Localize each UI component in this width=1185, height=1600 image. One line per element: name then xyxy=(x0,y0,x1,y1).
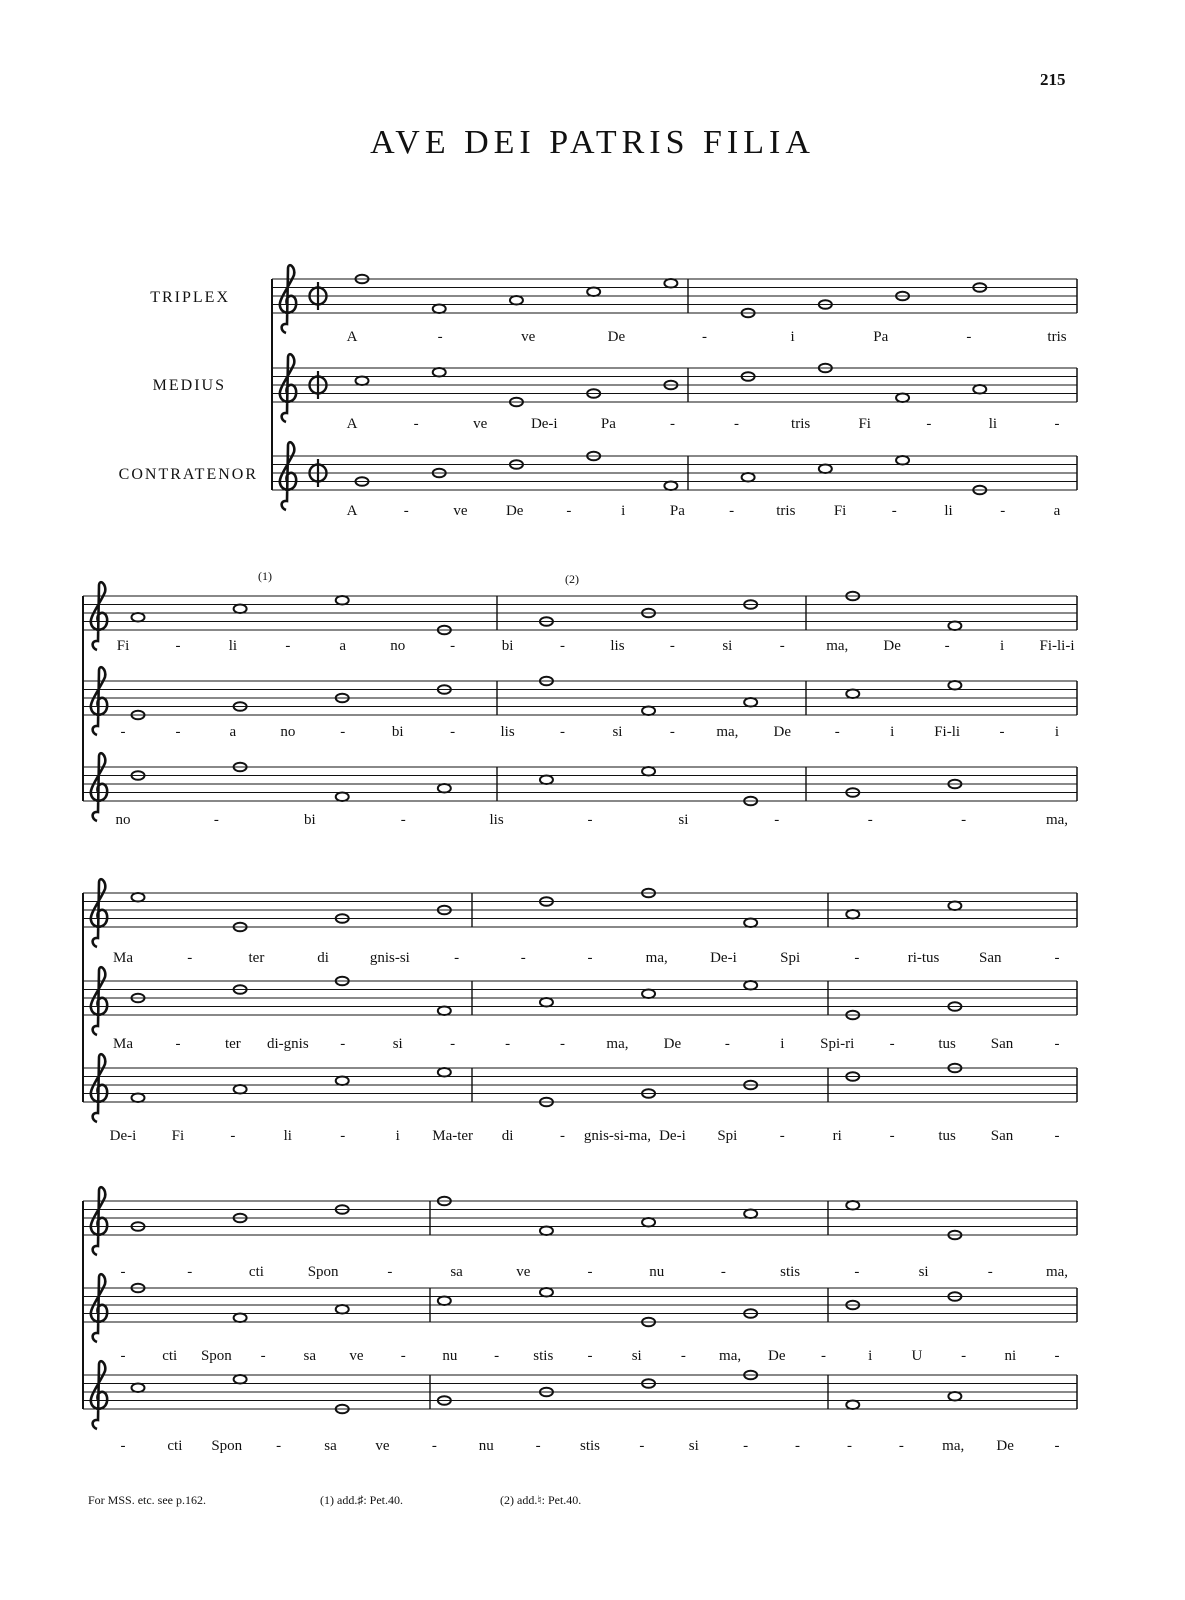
note-head xyxy=(540,1288,553,1297)
voice-label-medius: MEDIUS xyxy=(152,377,226,394)
lyric-syllable: Spi-ri xyxy=(820,1036,855,1052)
lyric-syllable: - xyxy=(431,1438,437,1454)
note-head xyxy=(742,473,755,482)
lyric-syllable: a xyxy=(229,724,237,740)
lyric-syllable: - xyxy=(774,812,780,828)
lyric-syllable: - xyxy=(724,1036,730,1052)
lyric-syllable: stis xyxy=(579,1438,601,1454)
lyric-syllable: i xyxy=(999,638,1005,654)
lyric-syllable: - xyxy=(450,1036,456,1052)
note-head xyxy=(540,1226,553,1235)
lyric-syllable: U xyxy=(911,1348,923,1364)
lyric-syllable: Fi xyxy=(858,416,871,432)
lyric-syllable: - xyxy=(120,1438,126,1454)
lyric-syllable: Fi xyxy=(171,1128,185,1144)
lyric-syllable: - xyxy=(535,1438,541,1454)
lyric-syllable: - xyxy=(387,1264,393,1280)
note-head xyxy=(336,1305,349,1314)
lyric-syllable: Spi xyxy=(717,1128,738,1144)
lyric-syllable: - xyxy=(187,1264,193,1280)
lyric-syllable: si xyxy=(612,724,623,740)
lyric-syllable: - xyxy=(889,1128,895,1144)
lyric-syllable: - xyxy=(213,812,219,828)
lyric-syllable: - xyxy=(1054,950,1060,966)
lyric-syllable: ma, xyxy=(1045,1264,1069,1280)
lyric-syllable: A xyxy=(346,329,358,345)
note-head xyxy=(438,1068,451,1077)
lyric-syllable: De-i xyxy=(710,950,737,966)
lyric-syllable: Fi-li-i xyxy=(1039,638,1075,654)
note-head xyxy=(433,304,446,313)
lyric-syllable: - xyxy=(821,1348,826,1364)
lyric-syllable: sa xyxy=(450,1264,463,1280)
note-head xyxy=(540,775,553,784)
lyric-syllable: ma, xyxy=(716,724,739,740)
lyric-syllable: - xyxy=(734,416,740,432)
lyric-syllable: no xyxy=(280,724,296,740)
note-head xyxy=(540,998,553,1007)
lyric-syllable: - xyxy=(566,503,572,519)
lyric-syllable: - xyxy=(889,1036,895,1052)
lyric-syllable: San xyxy=(979,950,1002,966)
lyric-syllable: di xyxy=(501,1128,514,1144)
lyric-syllable: Fi xyxy=(833,503,847,519)
footnote-marker-2: (2) xyxy=(565,572,579,586)
lyric-syllable: tus xyxy=(938,1128,956,1144)
lyric-syllable: Ma-ter xyxy=(432,1128,474,1144)
lyric-syllable: i xyxy=(621,503,626,519)
lyric-syllable: - xyxy=(720,1264,726,1280)
lyric-syllable: ma, xyxy=(606,1036,629,1052)
lyric-syllable: nu xyxy=(649,1264,665,1280)
lyric-syllable: - xyxy=(961,812,967,828)
lyric-syllable: - xyxy=(743,1438,749,1454)
lyric-syllable: De-i xyxy=(659,1128,686,1144)
lyric-syllable: no xyxy=(390,638,406,654)
lyric-syllable: - xyxy=(340,1128,346,1144)
lyric-syllable: bi xyxy=(501,638,514,654)
lyric-syllable: - xyxy=(285,638,291,654)
lyric-syllable: li xyxy=(944,503,953,519)
note-head xyxy=(438,1296,451,1305)
lyric-syllable: cti xyxy=(167,1438,183,1454)
lyric-syllable: - xyxy=(187,950,193,966)
lyric-syllable: A xyxy=(346,503,358,519)
lyric-syllable: ma, xyxy=(1045,812,1069,828)
note-head xyxy=(234,1085,247,1094)
lyric-syllable: si xyxy=(918,1264,929,1280)
lyric-syllable: di xyxy=(317,950,329,966)
lyric-syllable: - xyxy=(898,1438,904,1454)
lyric-syllable: - xyxy=(669,416,675,432)
note-head xyxy=(819,464,832,473)
lyric-syllable: cti xyxy=(248,1264,264,1280)
lyric-syllable: - xyxy=(779,638,785,654)
treble-clef-1-2 xyxy=(280,354,296,422)
lyric-syllable: De-i xyxy=(530,416,558,432)
lyric-syllable: a xyxy=(339,638,347,654)
lyric-syllable: stis xyxy=(533,1348,554,1364)
lyric-syllable: Spon xyxy=(200,1348,232,1364)
lyric-syllable: si xyxy=(631,1348,642,1364)
lyric-syllable: Pa xyxy=(873,329,889,345)
lyric-syllable: gnis-si-ma, xyxy=(583,1128,652,1144)
note-head xyxy=(642,767,655,776)
lyric-syllable: - xyxy=(587,950,593,966)
note-head xyxy=(744,918,757,927)
lyric-syllable: bi xyxy=(303,812,316,828)
lyric-syllable: - xyxy=(494,1348,500,1364)
lyric-syllable: - xyxy=(961,1348,967,1364)
lyric-syllable: tris xyxy=(776,503,796,519)
note-head xyxy=(846,910,859,919)
lyric-syllable: - xyxy=(340,1036,346,1052)
lyric-syllable: i xyxy=(890,724,895,740)
note-head xyxy=(438,1006,451,1015)
lyric-syllable: Pa xyxy=(600,416,616,432)
lyric-syllable: stis xyxy=(780,1264,801,1280)
lyric-syllable: nu xyxy=(478,1438,494,1454)
lyric-syllable: ve xyxy=(516,1264,531,1280)
lyric-syllable: - xyxy=(987,1264,993,1280)
note-head xyxy=(744,698,757,707)
lyric-syllable: i xyxy=(780,1036,785,1052)
treble-clef-2-3 xyxy=(91,753,107,821)
lyric-syllable: tus xyxy=(938,1036,956,1052)
note-head xyxy=(336,792,349,801)
lyric-syllable: gnis-si xyxy=(369,950,410,966)
lyric-syllable: sa xyxy=(324,1438,337,1454)
footnote-marker-1: (1) xyxy=(258,569,272,583)
lyric-syllable: lis xyxy=(489,812,504,828)
lyric-syllable: - xyxy=(854,1264,860,1280)
note-head xyxy=(132,893,145,902)
lyric-syllable: ve xyxy=(375,1438,390,1454)
lyric-syllable: - xyxy=(639,1438,645,1454)
lyric-syllable: - xyxy=(120,1348,126,1364)
lyric-syllable: - xyxy=(450,638,456,654)
note-head xyxy=(510,296,523,305)
lyric-syllable: tris xyxy=(791,416,811,432)
lyric-syllable: De xyxy=(768,1348,786,1364)
treble-clef-2-1 xyxy=(91,582,107,650)
piece-title: AVE DEI PATRIS FILIA xyxy=(370,124,815,161)
lyric-syllable: - xyxy=(403,503,409,519)
lyric-syllable: i xyxy=(395,1128,400,1144)
treble-clef-4-1 xyxy=(91,1187,107,1255)
lyric-syllable: bi xyxy=(391,724,404,740)
lyric-syllable: - xyxy=(560,1128,566,1144)
lyric-syllable: cti xyxy=(162,1348,178,1364)
lyric-syllable: - xyxy=(680,1348,686,1364)
lyric-syllable: - xyxy=(1054,1438,1060,1454)
note-head xyxy=(846,1400,859,1409)
note-head xyxy=(438,784,451,793)
voice-label-triplex: TRIPLEX xyxy=(150,289,230,306)
footer-source: For MSS. etc. see p.162. xyxy=(88,1493,206,1507)
note-head xyxy=(642,989,655,998)
treble-clef-4-2 xyxy=(91,1274,107,1342)
lyric-syllable: no xyxy=(115,812,131,828)
lyric-syllable: ni xyxy=(1004,1348,1017,1364)
note-head xyxy=(664,279,677,288)
lyric-syllable: si xyxy=(722,638,733,654)
lyric-syllable: si xyxy=(688,1438,699,1454)
note-head xyxy=(336,1076,349,1085)
lyric-syllable: A xyxy=(346,416,358,432)
lyric-syllable: - xyxy=(1000,503,1006,519)
lyric-syllable: lis xyxy=(610,638,625,654)
lyric-syllable: - xyxy=(669,724,675,740)
lyric-syllable: ri xyxy=(832,1128,842,1144)
lyric-syllable: di-gnis xyxy=(266,1036,309,1052)
lyric-syllable: ma, xyxy=(645,950,668,966)
lyric-syllable: - xyxy=(1054,416,1060,432)
lyric-syllable: - xyxy=(587,1348,593,1364)
lyric-syllable: - xyxy=(1054,1348,1060,1364)
note-head xyxy=(948,901,961,910)
lyric-syllable: - xyxy=(520,950,526,966)
lyric-syllable: - xyxy=(560,724,566,740)
note-head xyxy=(896,393,909,402)
note-head xyxy=(642,706,655,715)
note-head xyxy=(132,1093,145,1102)
lyric-syllable: - xyxy=(795,1438,801,1454)
lyric-syllable: - xyxy=(340,724,346,740)
lyric-syllable: Spon xyxy=(211,1438,243,1454)
lyric-syllable: De xyxy=(663,1036,682,1052)
lyric-syllable: - xyxy=(175,1036,181,1052)
lyric-syllable: De-i xyxy=(109,1128,137,1144)
treble-clef-3-3 xyxy=(91,1054,107,1122)
lyric-syllable: De xyxy=(607,329,626,345)
lyric-syllable: - xyxy=(1054,1128,1060,1144)
note-head xyxy=(744,1209,757,1218)
lyric-syllable: - xyxy=(413,416,419,432)
lyric-syllable: De xyxy=(505,503,524,519)
lyric-syllable: - xyxy=(230,1128,236,1144)
note-head xyxy=(948,1392,961,1401)
lyric-syllable: tris xyxy=(1047,329,1067,345)
lyric-syllable: - xyxy=(400,812,406,828)
lyric-syllable: ter xyxy=(224,1036,241,1052)
lyric-syllable: ma, xyxy=(826,638,849,654)
lyric-syllable: Ma xyxy=(113,1036,133,1052)
treble-clef-4-3 xyxy=(91,1361,107,1429)
lyric-syllable: - xyxy=(1054,1036,1060,1052)
lyric-syllable: ve xyxy=(521,329,536,345)
lyric-syllable: ve xyxy=(453,503,468,519)
lyric-syllable: - xyxy=(450,724,456,740)
lyric-syllable: ma, xyxy=(942,1438,965,1454)
lyric-syllable: ter xyxy=(248,950,265,966)
footer-note-1: (1) add.♯: Pet.40. xyxy=(320,1493,403,1507)
lyric-syllable: - xyxy=(834,724,840,740)
lyric-syllable: ve xyxy=(473,416,488,432)
lyric-syllable: San xyxy=(990,1128,1014,1144)
voice-label-contratenor: CONTRATENOR xyxy=(118,466,258,483)
lyric-syllable: li xyxy=(283,1128,292,1144)
lyric-syllable: - xyxy=(966,329,972,345)
lyric-syllable: li xyxy=(228,638,238,654)
note-head xyxy=(234,1375,247,1384)
lyric-syllable: Pa xyxy=(669,503,685,519)
note-head xyxy=(234,1313,247,1322)
lyric-syllable: li xyxy=(988,416,998,432)
note-head xyxy=(132,1383,145,1392)
lyric-syllable: si xyxy=(392,1036,403,1052)
lyric-syllable: - xyxy=(454,950,460,966)
lyric-syllable: - xyxy=(944,638,950,654)
note-head xyxy=(948,621,961,630)
treble-clef-1-3 xyxy=(280,442,296,510)
lyric-syllable: - xyxy=(729,503,735,519)
lyric-syllable: Fi xyxy=(116,638,130,654)
lyric-syllable: - xyxy=(587,812,593,828)
lyric-syllable: - xyxy=(560,1036,566,1052)
lyric-syllable: Spi xyxy=(780,950,801,966)
lyric-syllable: De xyxy=(883,638,901,654)
note-head xyxy=(948,681,961,690)
lyric-syllable: ma, xyxy=(719,1348,742,1364)
footer-note-2: (2) add.♮: Pet.40. xyxy=(500,1493,582,1507)
lyric-syllable: nu xyxy=(442,1348,458,1364)
lyric-syllable: - xyxy=(260,1348,266,1364)
lyric-syllable: i xyxy=(790,329,795,345)
lyric-syllable: Fi-li xyxy=(934,724,961,740)
note-head xyxy=(587,287,600,296)
lyric-syllable: - xyxy=(437,329,443,345)
lyric-syllable: sa xyxy=(303,1348,317,1364)
lyric-syllable: - xyxy=(702,329,707,345)
note-head xyxy=(846,689,859,698)
note-head xyxy=(642,1218,655,1227)
lyric-syllable: Ma xyxy=(113,950,133,966)
lyric-syllable: - xyxy=(867,812,873,828)
lyric-syllable: De xyxy=(996,1438,1014,1454)
lyric-syllable: ve xyxy=(349,1348,364,1364)
lyric-syllable: - xyxy=(846,1438,852,1454)
lyric-syllable: De xyxy=(773,724,792,740)
lyric-syllable: San xyxy=(990,1036,1014,1052)
lyric-syllable: - xyxy=(669,638,675,654)
note-head xyxy=(356,376,369,385)
lyric-syllable: Spon xyxy=(307,1264,339,1280)
lyric-syllable: - xyxy=(926,416,932,432)
lyric-syllable: i xyxy=(868,1348,873,1364)
lyric-syllable: a xyxy=(1053,503,1061,519)
note-head xyxy=(896,456,909,465)
note-head xyxy=(336,596,349,605)
lyric-syllable: - xyxy=(779,1128,785,1144)
lyric-syllable: - xyxy=(175,724,181,740)
lyric-syllable: ri-tus xyxy=(907,950,940,966)
note-head xyxy=(132,613,145,622)
note-head xyxy=(744,981,757,990)
treble-clef-2-2 xyxy=(91,667,107,735)
lyric-syllable: - xyxy=(891,503,897,519)
lyric-syllable: i xyxy=(1054,724,1060,740)
lyric-syllable: si xyxy=(678,812,689,828)
lyric-syllable: - xyxy=(175,638,181,654)
treble-clef-3-1 xyxy=(91,879,107,947)
note-head xyxy=(234,604,247,613)
page-number: 215 xyxy=(1040,70,1066,89)
lyric-syllable: - xyxy=(854,950,860,966)
lyric-syllable: - xyxy=(400,1348,406,1364)
note-head xyxy=(433,368,446,377)
treble-clef-3-2 xyxy=(91,967,107,1035)
lyric-syllable: - xyxy=(587,1264,593,1280)
lyric-syllable: lis xyxy=(500,724,515,740)
lyric-syllable: - xyxy=(120,724,126,740)
lyric-syllable: - xyxy=(999,724,1005,740)
note-head xyxy=(846,1201,859,1210)
lyric-syllable: - xyxy=(560,638,566,654)
note-head xyxy=(973,385,986,394)
lyric-syllable: - xyxy=(505,1036,511,1052)
lyric-syllable: - xyxy=(276,1438,282,1454)
treble-clef-1-1 xyxy=(280,265,296,333)
note-head xyxy=(664,481,677,490)
lyric-syllable: - xyxy=(120,1264,126,1280)
